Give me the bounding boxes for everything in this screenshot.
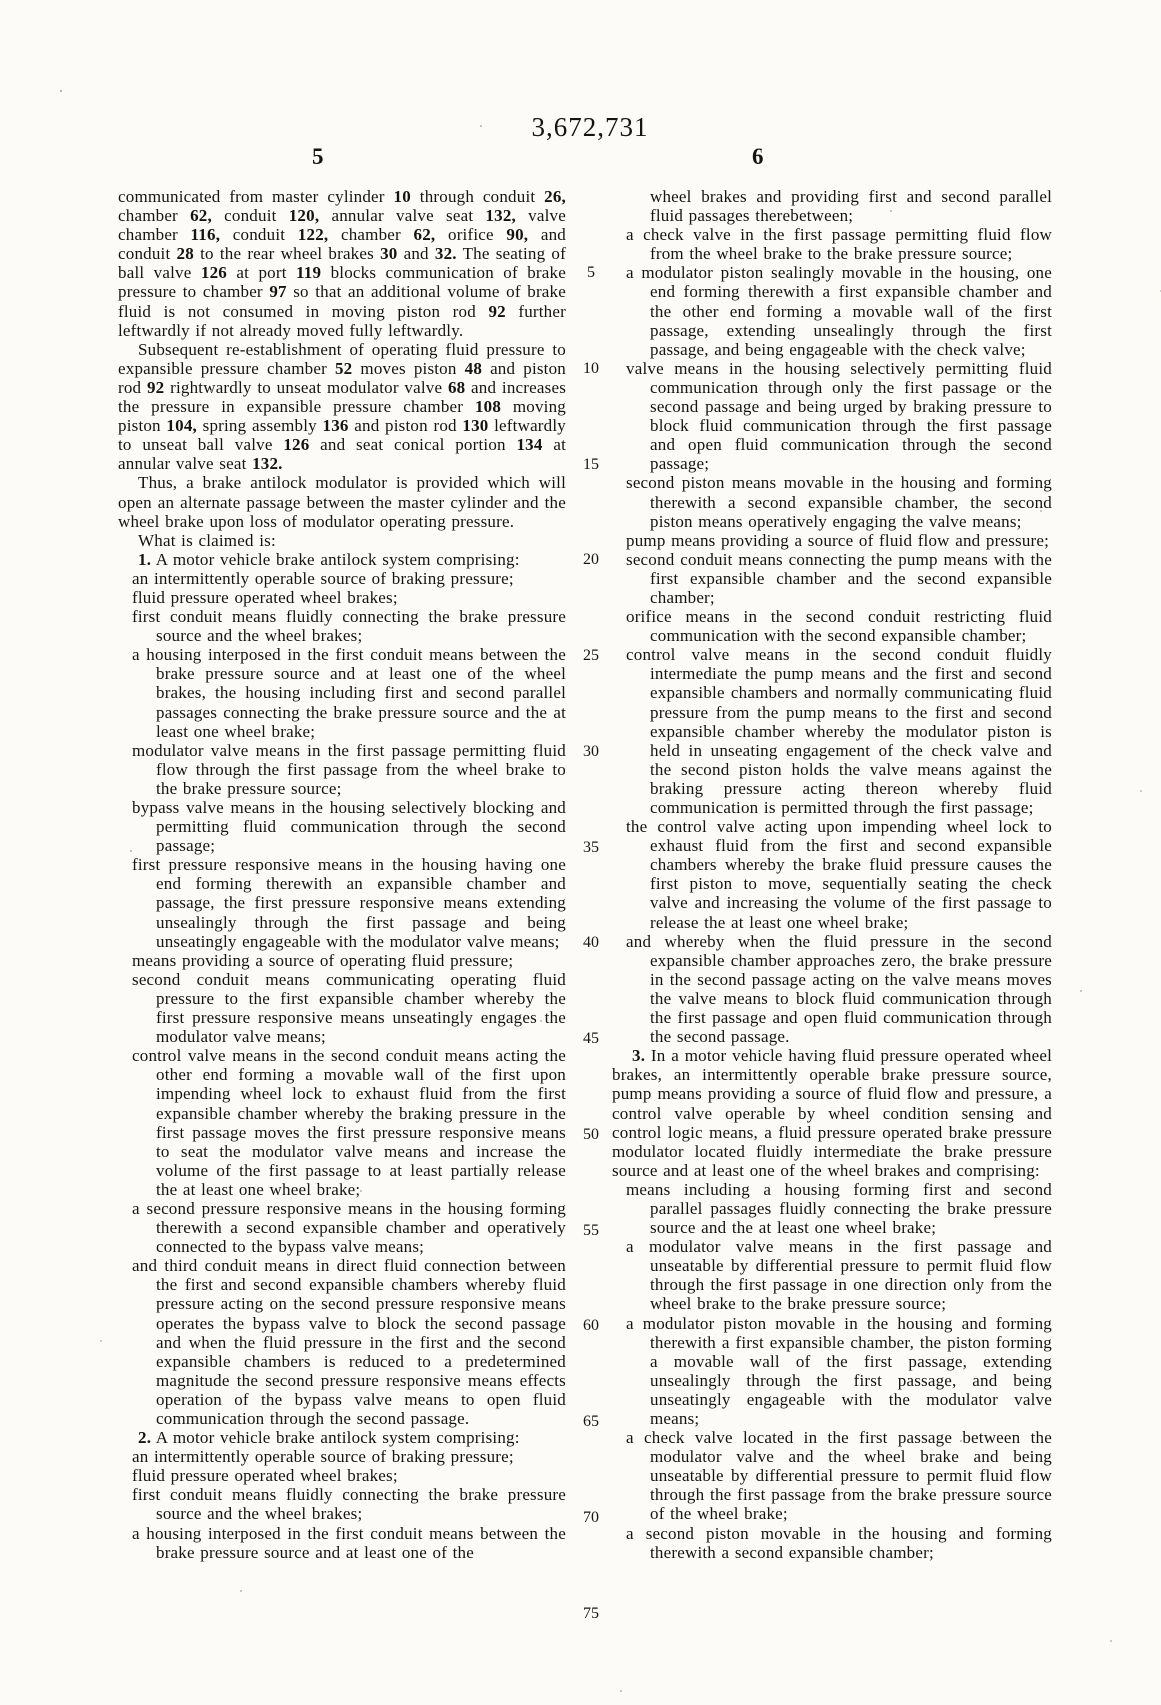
line-number: 50 xyxy=(583,1125,599,1143)
line-number: 70 xyxy=(583,1508,599,1526)
column-number-left: 5 xyxy=(312,144,324,169)
line-number: 45 xyxy=(583,1030,599,1047)
claim-element: pump means providing a source of fluid flow and pressure; xyxy=(626,530,1050,550)
body-paragraph: Subsequent re-establishment of operating fluid pressure to expansible pressure chamber 52 moves piston 48 and piston rod 92 rightwardly to unseat modulator valve 68 and increases the pressure in expansible pressure chamber 108 moving piston 104, spring assembly 136 and piston rod 130 leftwardly to unseat ball valve 126 and seat conical portion 134 at annular valve seat 132. xyxy=(118,339,567,474)
claim-element: a modulator piston movable in the housing and forming therewith a first expansible chamber, the piston forming a movable wall of the first passage, extending unsealingly through the first passage, and being unseatingly engageable with the modulator valve means; xyxy=(626,1313,1052,1428)
claim-element: the control valve acting upon impending wheel lock to exhaust fluid from the first and second expansible chambers whereby the brake fluid pressure causes the first piston to move, sequentially seating the check valve and increasing the volume of the first passage to release the at least one wheel brake; xyxy=(626,817,1052,932)
claim-element: and third conduit means in direct fluid connection between the first and second expansible chambers whereby fluid pressure acting on the second pressure responsive means operates the bypass valve to block the second passage and when the fluid pressure in the first and the second expansible chambers is reduced to a predetermined magnitude the second pressure responsive means effects operation of the bypass valve means to open fluid communication through the second passage. xyxy=(132,1256,566,1428)
line-number-gutter xyxy=(568,0,614,1705)
claim-2-preamble: 2. A motor vehicle brake antilock system comprising: xyxy=(138,1428,520,1448)
patent-number: 3,672,731 xyxy=(531,112,649,142)
claim-1-preamble: 1. A motor vehicle brake antilock system comprising: xyxy=(138,549,520,569)
claim-element: a modulator valve means in the first passage and unseatable by differential pressure to permit fluid flow through the first passage in one direction only from the wheel brake to the brake pressure source; xyxy=(626,1237,1052,1314)
claim-element: first pressure responsive means in the housing having one end forming therewith an expansible chamber and passage, the first pressure responsive means extending unsealingly through the first passage and being unseatingly engageable with the modulator valve means; xyxy=(132,855,566,951)
claim-element: an intermittently operable source of braking pressure; xyxy=(132,1447,514,1467)
claim-3-preamble: 3. In a motor vehicle having fluid pressure operated wheel brakes, an intermittently operable brake pressure source, pump means providing a source of fluid flow and pressure, a control valve operable by wheel condition sensing and control logic means, a fluid pressure operated brake pressure modulator located fluidly intermediate the brake pressure source and at least one of the wheel brakes and comprising: xyxy=(612,1046,1052,1180)
left-column xyxy=(118,187,566,1562)
line-number: 75 xyxy=(583,1604,599,1622)
claim-element: control valve means in the second conduit fluidly intermediate the pump means and the first and second expansible chambers and normally communicating fluid pressure from the pump means to the first and second expansible chamber whereby the modulator piston is held in unseating engagement of the check valve and the second piston holds the valve means against the braking pressure acting thereon whereby fluid communication is permitted through the first passage; xyxy=(626,645,1052,817)
claim-element: a housing interposed in the first conduit means between the brake pressure source and at least one of the wheel brakes, the housing including first and second parallel passages connecting the brake pressure source and the at least one wheel brake; xyxy=(132,645,566,741)
claim-element: a check valve located in the first passage between the modulator valve and the wheel brake and being unseatable by differential pressure to permit fluid flow through the first passage from the brake pressure source of the wheel brake; xyxy=(626,1428,1052,1524)
claim-element: modulator valve means in the first passage permitting fluid flow through the first passage from the wheel brake to the brake pressure source; xyxy=(132,740,566,798)
line-number: 55 xyxy=(583,1221,599,1239)
claim-element: a second piston movable in the housing and forming therewith a second expansible chamber; xyxy=(626,1523,1052,1562)
claim-element: second conduit means communicating operating fluid pressure to the first expansible chamber whereby the first pressure responsive means unseatingly engages the modulator valve means; xyxy=(132,969,566,1047)
line-number: 25 xyxy=(583,647,599,664)
body-paragraph: Thus, a brake antilock modulator is provided which will open an alternate passage between the master cylinder and the wheel brake upon loss of modulator operating pressure. xyxy=(118,473,566,531)
claims-intro: What is claimed is: xyxy=(138,530,276,550)
line-number: 5 xyxy=(587,264,595,281)
line-number: 15 xyxy=(583,455,599,473)
claim-element: a check valve in the first passage permitting fluid flow from the wheel brake to the brake pressure source; xyxy=(626,225,1052,264)
claim-element: means including a housing forming first and second parallel passages fluidly connecting the brake pressure source and the at least one wheel brake; xyxy=(626,1179,1052,1238)
claim-element: valve means in the housing selectively permitting fluid communication through only the first passage or the second passage and being urged by braking pressure to block fluid communication through the first passage and open fluid communication through the second passage; xyxy=(626,358,1052,474)
claim-element: second piston means movable in the housing and forming therewith a second expansible chamber, the second piston means operatively engaging the valve means; xyxy=(626,473,1052,531)
claim-element: first conduit means fluidly connecting the brake pressure source and the wheel brakes; xyxy=(132,607,566,646)
right-column xyxy=(612,187,1052,1562)
line-number: 40 xyxy=(583,934,599,952)
claim-element: bypass valve means in the housing selectively blocking and permitting fluid communication through the second passage; xyxy=(132,798,566,856)
claim-element: first conduit means fluidly connecting the brake pressure source and the wheel brakes; xyxy=(132,1485,566,1524)
line-number: 60 xyxy=(583,1317,599,1335)
line-number: 35 xyxy=(583,838,599,856)
line-number: 30 xyxy=(583,742,599,760)
claim-element: second conduit means connecting the pump means with the first expansible chamber and the second expansible chamber; xyxy=(626,549,1052,607)
claim-element: orifice means in the second conduit restricting fluid communication with the second expansible chamber; xyxy=(626,607,1052,646)
claim-element-continuation: wheel brakes and providing first and second parallel fluid passages therebetween; xyxy=(650,187,1052,226)
line-number: 65 xyxy=(583,1413,599,1430)
line-number: 20 xyxy=(583,551,599,569)
claim-element: fluid pressure operated wheel brakes; xyxy=(132,587,398,607)
claim-element: means providing a source of operating fluid pressure; xyxy=(132,950,514,970)
claim-element: a second pressure responsive means in the housing forming therewith a second expansible chamber and operatively connected to the bypass valve means; xyxy=(132,1198,566,1257)
claim-element: an intermittently operable source of braking pressure; xyxy=(132,568,514,588)
claim-element: fluid pressure operated wheel brakes; xyxy=(132,1466,398,1486)
column-number-right: 6 xyxy=(752,144,764,169)
claim-element: a housing interposed in the first conduit means between the brake pressure source and at least one of the xyxy=(132,1523,566,1562)
claim-element: a modulator piston sealingly movable in the housing, one end forming therewith a first expansible chamber and the other end forming a movable wall of the first passage, extending unsealingly through the first passage, and being engageable with the check valve; xyxy=(626,263,1052,359)
body-paragraph: communicated from master cylinder 10 through conduit 26, chamber 62, conduit 120, annular valve seat 132, valve chamber 116, conduit 122, chamber 62, orifice 90, and conduit 28 to the rear wheel brakes 30 and 32. The seating of ball valve 126 at port 119 blocks communication of brake pressure to chamber 97 so that an additional volume of brake fluid is not consumed in moving piston rod 92 further leftwardly if not already moved fully leftwardly. xyxy=(118,187,566,340)
claim-element: and whereby when the fluid pressure in the second expansible chamber approaches zero, the brake pressure in the second passage acting on the valve means moves the valve means to block fluid communication through the first passage and open fluid communication through the second passage. xyxy=(626,931,1052,1047)
claim-element: control valve means in the second conduit means acting the other end forming a movable wall of the first upon impending wheel lock to exhaust fluid from the first expansible chamber whereby the braking pressure in the first passage moves the first pressure responsive means to seat the modulator valve means and increase the volume of the first passage to at least partially release the at least one wheel brake; xyxy=(132,1046,566,1199)
line-number: 10 xyxy=(583,359,599,377)
